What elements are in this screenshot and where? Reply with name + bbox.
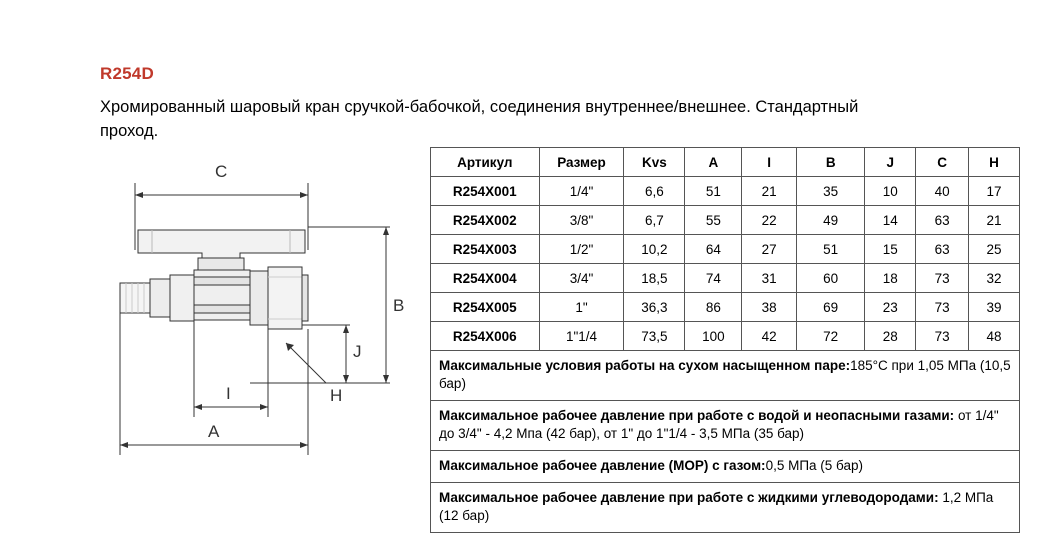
note-cell (431, 401, 1020, 451)
table-cell: 18,5 (624, 264, 685, 293)
product-code: R254D (100, 64, 154, 83)
table-header-cell: B (797, 148, 865, 177)
table-cell: 73,5 (624, 322, 685, 351)
table-cell: 51 (685, 177, 742, 206)
table-cell: 1"1/4 (539, 322, 624, 351)
table-cell: 27 (742, 235, 797, 264)
table-cell-code: R254X004 (431, 264, 540, 293)
table-cell: 60 (797, 264, 865, 293)
table-cell: 63 (916, 235, 969, 264)
note-cell (431, 351, 1020, 401)
table-cell: 22 (742, 206, 797, 235)
table-cell: 21 (969, 206, 1020, 235)
table-cell: 21 (742, 177, 797, 206)
note-bold: Максимальное рабочее давление (MOP) с газом: (439, 458, 766, 473)
table-cell: 10,2 (624, 235, 685, 264)
table-row (431, 206, 1020, 235)
table-header-row (431, 148, 1020, 177)
table-cell: 31 (742, 264, 797, 293)
table-cell: 28 (865, 322, 916, 351)
table-cell: 23 (865, 293, 916, 322)
table-header-cell: C (916, 148, 969, 177)
note-rest: 185°C при 1,05 МПа (10,5 бар) (439, 358, 1011, 391)
table-cell: 86 (685, 293, 742, 322)
table-cell: 36,3 (624, 293, 685, 322)
table-cell: 1/4" (539, 177, 624, 206)
table-cell: 55 (685, 206, 742, 235)
table-cell: 1" (539, 293, 624, 322)
table-cell: 40 (916, 177, 969, 206)
note-rest: 0,5 МПа (5 бар) (765, 458, 863, 473)
table-cell: 15 (865, 235, 916, 264)
table-cell: 72 (797, 322, 865, 351)
table-row (431, 235, 1020, 264)
table-cell: 39 (969, 293, 1020, 322)
table-cell: 17 (969, 177, 1020, 206)
table-cell: 25 (969, 235, 1020, 264)
table-cell-code: R254X002 (431, 206, 540, 235)
table-row (431, 177, 1020, 206)
dim-label-i: I (226, 384, 231, 403)
table-row (431, 264, 1020, 293)
dim-label-b: B (393, 296, 405, 315)
dim-label-j: J (353, 342, 362, 361)
note-row (431, 351, 1020, 401)
table-cell: 10 (865, 177, 916, 206)
table-cell: 6,7 (624, 206, 685, 235)
table-cell: 3/4" (539, 264, 624, 293)
table-cell: 63 (916, 206, 969, 235)
table-header-cell: I (742, 148, 797, 177)
table-cell: 73 (916, 293, 969, 322)
dim-label-a: A (208, 422, 220, 441)
note-row (431, 451, 1020, 483)
table-row (431, 322, 1020, 351)
table-header-cell: Размер (539, 148, 624, 177)
table-cell-code: R254X003 (431, 235, 540, 264)
table-cell: 49 (797, 206, 865, 235)
note-row (431, 483, 1020, 533)
table-cell: 1/2" (539, 235, 624, 264)
table-cell: 69 (797, 293, 865, 322)
table-header-cell: J (865, 148, 916, 177)
table-cell: 64 (685, 235, 742, 264)
table-cell: 100 (685, 322, 742, 351)
table-cell: 74 (685, 264, 742, 293)
note-bold: Максимальное рабочее давление при работе с жидкими углеводородами: (439, 490, 939, 505)
table-cell: 48 (969, 322, 1020, 351)
table-cell: 73 (916, 264, 969, 293)
table-cell: 73 (916, 322, 969, 351)
table-cell: 32 (969, 264, 1020, 293)
note-rest: 1,2 МПа (12 бар) (439, 490, 994, 523)
table-cell: 38 (742, 293, 797, 322)
note-row (431, 401, 1020, 451)
table-cell: 6,6 (624, 177, 685, 206)
table-header-cell: Артикул (431, 148, 540, 177)
note-cell (431, 483, 1020, 533)
table-cell-code: R254X005 (431, 293, 540, 322)
table-cell: 42 (742, 322, 797, 351)
table-row (431, 293, 1020, 322)
table-header-cell: Kvs (624, 148, 685, 177)
table-cell-code: R254X001 (431, 177, 540, 206)
table-header-cell: A (685, 148, 742, 177)
dim-label-c: C (215, 162, 228, 181)
dim-label-h: H (330, 386, 343, 405)
note-bold: Максимальные условия работы на сухом насыщенном паре: (439, 358, 851, 373)
table-header-cell: H (969, 148, 1020, 177)
product-description: Хромированный шаровый кран сручкой-бабочкой, соединения внутреннее/внешнее. Стандартный проход. (100, 98, 859, 140)
note-rest: от 1/4" до 3/4" - 4,2 Мпа (42 бар), от 1" до 1"1/4 - 3,5 МПа (35 бар) (439, 408, 999, 441)
table-cell: 35 (797, 177, 865, 206)
specification-table-wrapper (430, 147, 1020, 533)
specification-table (430, 147, 1020, 351)
table-cell: 14 (865, 206, 916, 235)
table-cell: 18 (865, 264, 916, 293)
note-cell (431, 451, 1020, 483)
table-cell-code: R254X006 (431, 322, 540, 351)
note-bold: Максимальное рабочее давление при работе с водой и неопасными газами: (439, 408, 955, 423)
table-cell: 51 (797, 235, 865, 264)
table-cell: 3/8" (539, 206, 624, 235)
technical-drawing (90, 155, 420, 495)
